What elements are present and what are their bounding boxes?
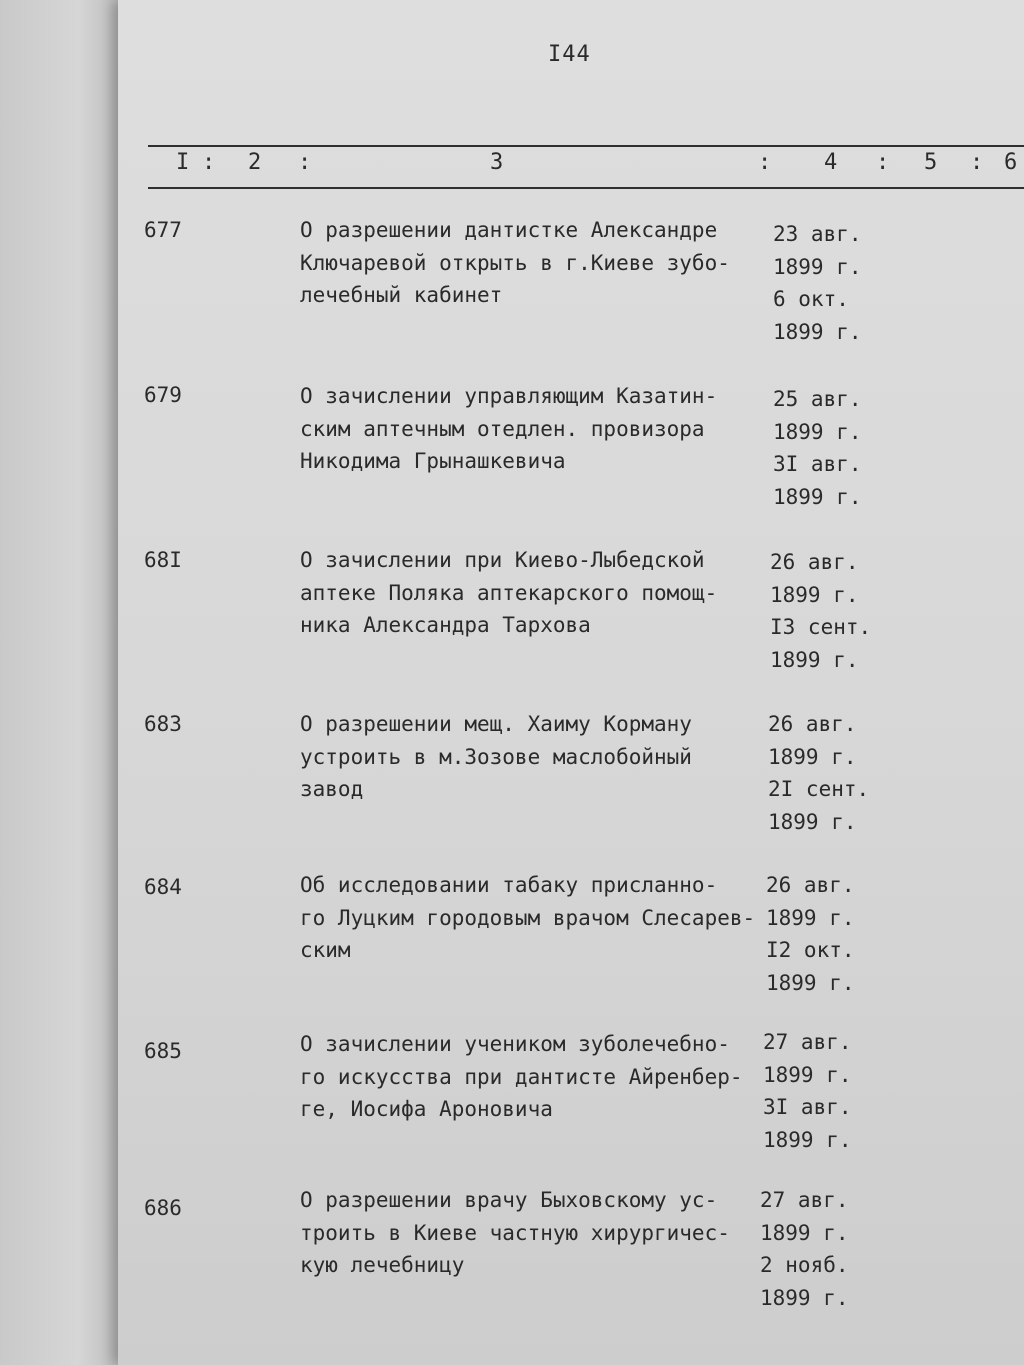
entry-dates xyxy=(766,869,906,999)
entry-description: О разрешении врачу Быховскому ус- троить в Киеве частную хирургичес- кую лечебницу xyxy=(300,1188,730,1277)
entry-start-year: 1899 г. xyxy=(766,905,855,930)
entry-end-date: 6 окт. xyxy=(773,287,849,311)
entry-start-year: 1899 г. xyxy=(763,1062,852,1087)
entry-start-year: 1899 г. xyxy=(773,419,862,444)
entry-number: 679 xyxy=(144,383,182,407)
entry-end-year: 1899 г. xyxy=(763,1127,852,1152)
entry-end-date: 2 нояб. xyxy=(760,1253,849,1277)
table-header-top-rule xyxy=(148,145,1024,147)
entry-end-date: I3 сент. xyxy=(770,615,872,639)
entry-end-year: 1899 г. xyxy=(770,647,859,672)
column-header-3: 3 xyxy=(490,150,504,175)
entry-start-year: 1899 г. xyxy=(768,744,857,769)
entry-number: 677 xyxy=(144,218,182,242)
entry-start-year: 1899 г. xyxy=(760,1220,849,1245)
column-separator: : xyxy=(970,150,984,175)
entry-dates xyxy=(763,1026,903,1156)
entry-end-year: 1899 г. xyxy=(773,484,862,509)
entry-description: О зачислении учеником зуболечебно- го искусства при дантисте Айренбер- ге, Иосифа Ароновича xyxy=(300,1032,743,1121)
entry-number: 686 xyxy=(144,1196,182,1220)
entry-number: 684 xyxy=(144,875,182,899)
entry-description: О зачислении управляющим Казатин- ским аптечным отедлен. провизора Никодима Грынашкевича xyxy=(300,384,718,473)
facing-page-edge xyxy=(0,0,130,1365)
entry-start-date: 26 авг. xyxy=(770,550,859,574)
column-separator: : xyxy=(298,150,312,175)
entry-start-date: 23 авг. xyxy=(773,222,862,246)
entry-end-year: 1899 г. xyxy=(760,1285,849,1310)
entry-start-year: 1899 г. xyxy=(773,254,862,279)
entry-end-date: 2I сент. xyxy=(768,777,870,801)
entry-dates xyxy=(760,1184,900,1314)
column-separator: : xyxy=(876,150,890,175)
entry-end-date: I2 окт. xyxy=(766,938,855,962)
entry-dates xyxy=(770,546,910,676)
entry-end-year: 1899 г. xyxy=(766,970,855,995)
entry-start-year: 1899 г. xyxy=(770,582,859,607)
column-separator: : xyxy=(758,150,772,175)
entry-end-year: 1899 г. xyxy=(773,319,862,344)
column-header-2: 2 xyxy=(248,150,262,175)
entry-start-date: 25 авг. xyxy=(773,387,862,411)
column-header-6: 6 xyxy=(1004,150,1018,175)
entry-dates xyxy=(768,708,908,838)
entry-start-date: 27 авг. xyxy=(760,1188,849,1212)
entry-end-year: 1899 г. xyxy=(768,809,857,834)
entry-dates xyxy=(773,383,913,513)
column-separator: : xyxy=(202,150,216,175)
entry-description: Об исследовании табаку присланно- го Луцким городовым врачом Слесарев- ским xyxy=(300,873,756,962)
entry-dates xyxy=(773,218,913,348)
entry-end-date: 3I авг. xyxy=(773,452,862,476)
document-page xyxy=(118,0,1024,1365)
entry-description: О зачислении при Киево-Лыбедской аптеке Поляка аптекарского помощ- ника Александра Тархова xyxy=(300,548,718,637)
entry-description: О разрешении мещ. Хаиму Корману устроить в м.Зозове маслобойный завод xyxy=(300,712,692,801)
entry-number: 68I xyxy=(144,548,182,572)
entry-start-date: 26 авг. xyxy=(766,873,855,897)
column-header-4: 4 xyxy=(824,150,838,175)
page-number: I44 xyxy=(548,42,591,67)
column-header-5: 5 xyxy=(924,150,938,175)
entry-start-date: 26 авг. xyxy=(768,712,857,736)
entry-end-date: 3I авг. xyxy=(763,1095,852,1119)
entry-description: О разрешении дантистке Александре Ключаревой открыть в г.Киеве зубо- лечебный кабинет xyxy=(300,218,730,307)
entry-number: 685 xyxy=(144,1039,182,1063)
column-header-1: I xyxy=(176,150,190,175)
table-header-bottom-rule xyxy=(148,187,1024,189)
entry-start-date: 27 авг. xyxy=(763,1030,852,1054)
entry-number: 683 xyxy=(144,712,182,736)
